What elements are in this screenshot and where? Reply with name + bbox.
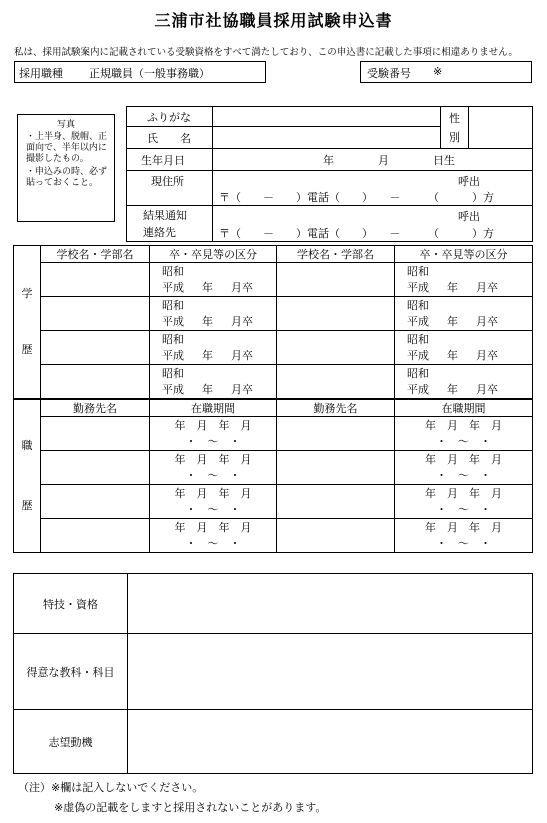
education-grad-field[interactable]: 昭和 平成 年 月卒 [395, 263, 533, 297]
furigana-field[interactable] [213, 107, 441, 127]
education-grad-header-2: 卒・卒見等の区分 [395, 246, 533, 263]
work-period-header: 在職期間 [150, 400, 277, 417]
qualifications-table [13, 573, 533, 774]
page-title: 三浦市社協職員採用試験申込書 [154, 11, 393, 30]
work-label: 職 歴 [14, 400, 41, 553]
subjects-field[interactable] [128, 634, 533, 710]
education-table [13, 245, 533, 399]
education-label: 学 歴 [14, 246, 41, 399]
exam-number-mark: ※ [433, 65, 443, 78]
contact-phone-line: 〒（ － ）電話（ ） － （ ）方 [219, 227, 494, 240]
work-employer-field[interactable] [41, 451, 150, 485]
education-grad-field[interactable]: 昭和 平成 年 月卒 [150, 365, 277, 399]
education-grad-field[interactable]: 昭和 平成 年 月卒 [150, 263, 277, 297]
education-grad-field[interactable]: 昭和 平成 年 月卒 [395, 297, 533, 331]
sex-label: 性 別 [441, 107, 469, 149]
skills-field[interactable] [128, 574, 533, 634]
education-school-field[interactable] [41, 263, 150, 297]
work-employer-field[interactable] [41, 519, 150, 553]
work-period-header-2: 在職期間 [395, 400, 533, 417]
sex-field[interactable] [469, 107, 533, 149]
work-employer-field[interactable] [277, 417, 395, 451]
education-grad-field[interactable]: 昭和 平成 年 月卒 [150, 331, 277, 365]
name-label: 氏 名 [127, 127, 213, 149]
job-type-value[interactable]: 正規職員（一般事務職） [89, 67, 210, 80]
work-period-field[interactable]: 年 月 年 月 ・ ～ ・ [150, 519, 277, 553]
work-period-field[interactable]: 年 月 年 月 ・ ～ ・ [395, 451, 533, 485]
education-school-field[interactable] [41, 365, 150, 399]
exam-number-label: 受験番号 [367, 67, 411, 80]
address-label: 現住所 [127, 171, 213, 206]
education-school-field[interactable] [277, 297, 395, 331]
education-school-header-2: 学校名・学部名 [277, 246, 395, 263]
education-school-header: 学校名・学部名 [41, 246, 150, 263]
personal-info-table [126, 106, 533, 242]
education-grad-field[interactable]: 昭和 平成 年 月卒 [395, 365, 533, 399]
subjects-label: 得意な教科・科目 [14, 634, 128, 710]
education-school-field[interactable] [277, 365, 395, 399]
job-type-box [14, 61, 266, 83]
work-period-field[interactable]: 年 月 年 月 ・ ～ ・ [395, 519, 533, 553]
work-period-field[interactable]: 年 月 年 月 ・ ～ ・ [395, 485, 533, 519]
birthdate-field[interactable]: 年 月 日生 [213, 149, 533, 171]
address-phone-line: 〒（ － ）電話（ ） － （ ）方 [219, 191, 494, 204]
name-field[interactable] [213, 127, 441, 149]
work-employer-field[interactable] [277, 485, 395, 519]
skills-label: 特技・資格 [14, 574, 128, 634]
motive-field[interactable] [128, 710, 533, 774]
work-employer-field[interactable] [41, 485, 150, 519]
education-grad-field[interactable]: 昭和 平成 年 月卒 [395, 331, 533, 365]
result-contact-label: 結果通知 連絡先 [127, 206, 213, 242]
birthdate-label: 生年月日 [127, 149, 213, 171]
declaration-text: 私は、採用試験案内に記載されている受験資格をすべて満たしており、この申込書に記載した事項に相違ありません。 [14, 47, 518, 58]
education-school-field[interactable] [41, 331, 150, 365]
exam-number-box [360, 61, 532, 83]
job-type-label: 採用職種 [19, 67, 63, 80]
work-employer-header-2: 勤務先名 [277, 400, 395, 417]
education-school-field[interactable] [41, 297, 150, 331]
work-history-table [13, 399, 533, 553]
education-school-field[interactable] [277, 263, 395, 297]
photo-instruction-2: ・申込みの時、必ず貼っておくこと。 [26, 167, 108, 188]
work-employer-field[interactable] [41, 417, 150, 451]
education-grad-field[interactable]: 昭和 平成 年 月卒 [150, 297, 277, 331]
address-call-label: 呼出 [458, 175, 480, 188]
work-period-field[interactable]: 年 月 年 月 ・ ～ ・ [395, 417, 533, 451]
work-period-field[interactable]: 年 月 年 月 ・ ～ ・ [150, 451, 277, 485]
photo-box[interactable] [17, 114, 115, 222]
footnote-2: ※虚偽の記載をしますと採用されないことがあります。 [54, 801, 327, 814]
education-school-field[interactable] [277, 331, 395, 365]
contact-call-label: 呼出 [458, 210, 480, 223]
address-field[interactable] [213, 171, 533, 206]
motive-label: 志望動機 [14, 710, 128, 774]
work-employer-field[interactable] [277, 519, 395, 553]
work-period-field[interactable]: 年 月 年 月 ・ ～ ・ [150, 417, 277, 451]
footnote-1: （注）※欄は記入しないでください。 [18, 781, 204, 794]
work-employer-field[interactable] [277, 451, 395, 485]
photo-instruction-1: ・上半身、脱帽、正面向で、半年以内に撮影したもの。 [26, 132, 108, 164]
education-grad-header: 卒・卒見等の区分 [150, 246, 277, 263]
work-employer-header: 勤務先名 [41, 400, 150, 417]
result-contact-field[interactable] [213, 206, 533, 242]
furigana-label: ふりがな [127, 107, 213, 127]
work-period-field[interactable]: 年 月 年 月 ・ ～ ・ [150, 485, 277, 519]
photo-title: 写真 [56, 120, 75, 130]
